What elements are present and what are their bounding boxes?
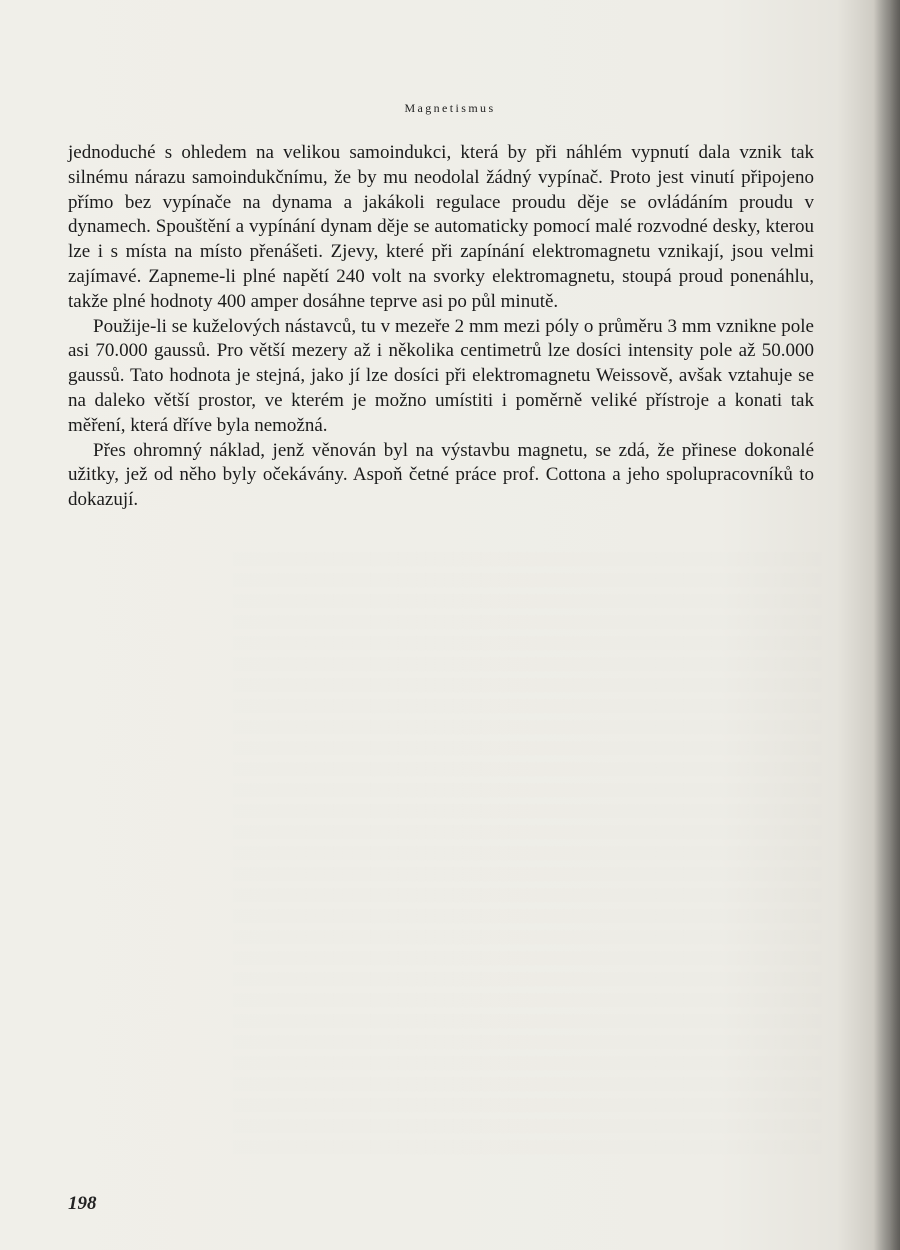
show-through-reverse-text: ░░░░░░░░░░░░░░░░░░░░░░░░░░░░░░░░░░░░░░░░░░░░░░░░░░░░░░░░░░░░░░░░ ░░░░░░░░░░░░░░░░░░░░░░░░░░░░░░░░░░░░░░░░░░░░░░░░░░░░░░░░░░░░░░░░ ░░░░░░░░░░░░░░░░░░░░░░░░░░░░░░░░░░░░░░░░░░░░░░░░░░░░░░░░░░░░░░░░ ░░░░░░░░░░░░░░░░░░░░░░░░░░░░░░░░░░░░░░░░░░░░░░░░░░░░░░░░░░░░░░░░ ░░░░░░░░░░░░░░░░░░░░░░░░░░░░░░░░░░░░░░░░░░░░░░░░░░░░░░░░░░░░░░░░ ░░░░░░░░░░░░░░░░░░░░░░░░░░░░░░░░░░░░░░░░░░░░░░░░░░░░░░░░░░░░░░░░ ░░░░░░░░░░░░░░░░░░░░░░░░░░░░░░░░░░░░░░░░░░░░░░░░░░░░░░░░░░░░░░░░ ░░░░░░░░░░░░░░░░░░░░░░░░░░░░░░░░░░░░░░░░░░░░░░░░░░░░░░░░░░░░░░░░ ░░░░░░░░░░░░░░░░░░░░░░░░░░░░░░░░░░░░░░░░░░░░░░░░░░░░░░░░░░░░░░░░ ░░░░░░░░░░░░░░░░░░░░░░░░░░░░░░░░░░░░░░░░░░░░░░░░░░░░░░░░░░░░░░░░ ░░░░░░░░░░░░░░░░░░░░░░░░░░░░░░░░░░░░░░░░░░░░░░░░░░░░░░░░░░░░░░░░ ░░░░░░░░░░░░░░░░░░░░░░░░░░░░░░░░░░░░░░░░░░░░░░░░░░░░░░░░░░░░░░░░ ░░░░░░░░░░░░░░░░░░░░░░░░░░░░░░░░░░░░░░░░░░░░░░░░░░░░░░░░░░░░░░░░ ░░░░░░░░░░░░░░░░░░░░░░░░░░░░░░░░░░░░░░░░░░░░░░░░░░░░░░░░░░░░░░░░ ░░░░░░░░░░░░░░░░░░░░░░░░░░░░░░░░░░░░░░░░░░░░░░░░░░░░░░░░░░░░░░░░ ░░░░░░░░░░░░░░░░░░░░░░░░░░░░░░░░░░░░░░░░░░░░░░░░░░░░░░░░░░░░░░░░ ░░░░░░░░░░░░░░░░░░░░░░░░░░░░░░░░░░░░░░░░░░░░░░░░░░░░░░░░░░░░░░░░ ░░░░░░░░░░░░░░░░░░░░░░░░░░░░░░░░░░░░░░░░░░░░░░░░░░░░░░░░░░░░░░░░ ░░░░░░░░░░░░░░░░░░░░░░░░░░░░░░░░░░░░░░░░░░░░░░░░░░░░░░░░░░░░░░░░ ░░░░░░░░░░░░░░░░░░░░░░░░░░░░░░░░░░░░░░░░░░░░░░░░░░░░░░░░░░░░░░░░ ░░░░░░░░░░░░░░░░░░░░░░░░░░░░░░░░░░░░░░░░░░░░░░░░░░░░░░░░░░░░░░░░ ░░░░░░░░░░░░░░░░░░░░░░░░░░░░░░░░░░░░░░░░░░░░░░░░░░░░░░░░░░░░░░░░ ░░░░░░░░░░░░░░░░░░░░░░░░░░░░░░░░░░░░░░░░░░░░░░░░░░░░░░░░░░░░░░░░ ░░░░░░░░░░░░░░░░░░░░░░░░░░░░░░░░░░░░░░░░░░░░░░░░░░░░░░░░░░░░░░░░ ░░░░░░░░░░░░░░░░░░░░░░░░░░░░░░░░░░░░░░░░░░░░░░░░░░░░░░░░░░░░░░░░ ░░░░░░░░░░░░░░░░░░░░░░░░░░░░░░░░░░░░░░░░░░░░░░░░░░░░░░░░░░░░░░░░ ░░░░░░░░░░░░░░░░░░░░░░░░░░░░░░░░░░░░░░░░░░░░░░░░░░░░░░░░░░░░░░░░ ░░░░░░░░░░░░░░░░░░░░░░░░░░░░░░░░░░░░░░░░░░░░░░░░░░░░░░░░░░░░░░░░ ░░░░░░░░░░░░░░░░░░░░░░░░░░░░░░░░░░░░░░░░░░░░░░░░░░░░░░░░░░░░░░░░ — [232, 551, 822, 1154]
running-head: Magnetismus — [404, 101, 496, 115]
body-text — [68, 141, 814, 513]
paragraph: Použije-li se kuželových nástavců, tu v mezeře 2 mm mezi póly o průměru 3 mm vznikne pole asi 70.000 gaussů. Pro větší mezery až i několika centimetrů lze dosíci intensity pole až 50.000 gaussů. Tato hodnota je stejná, jako jí lze dosíci při elektromagnetu Weissově, avšak vztahuje se na daleko větší prostor, ve kterém je možno umístiti i poměrně veliké přístroje a konati tak měření, která dříve byla nemožná. — [68, 315, 814, 436]
paragraph: Přes ohromný náklad, jenž věnován byl na výstavbu magnetu, se zdá, že přinese dokonalé užitky, jež od něho byly očekávány. Aspoň četné práce prof. Cottona a jeho spolupracovníků to dokazují. — [68, 439, 814, 511]
page-number: 198 — [68, 1193, 97, 1214]
paragraph: jednoduché s ohledem na velikou samoindukci, která by při náhlém vypnutí dala vznik tak silnému nárazu samoindukčnímu, že by mu neodolal žádný vypínač. Proto jest vinutí připojeno přímo bez vypínače na dynama a jakákoli regulace proudu děje se ovládáním proudu v dynamech. Spouštění a vypínání dynam děje se automaticky pomocí malé rozvodné desky, kterou lze i s místa na místo přenášeti. Zjevy, které při zapínání elektromagnetu vznikají, jsou velmi zajímavé. Zapneme-li plné napětí 240 volt na svorky elektromagnetu, stoupá proud ponenáhlu, takže plné hodnoty 400 amper dosáhne teprve asi po půl minutě. — [68, 142, 814, 312]
binding-shadow — [874, 0, 900, 1250]
